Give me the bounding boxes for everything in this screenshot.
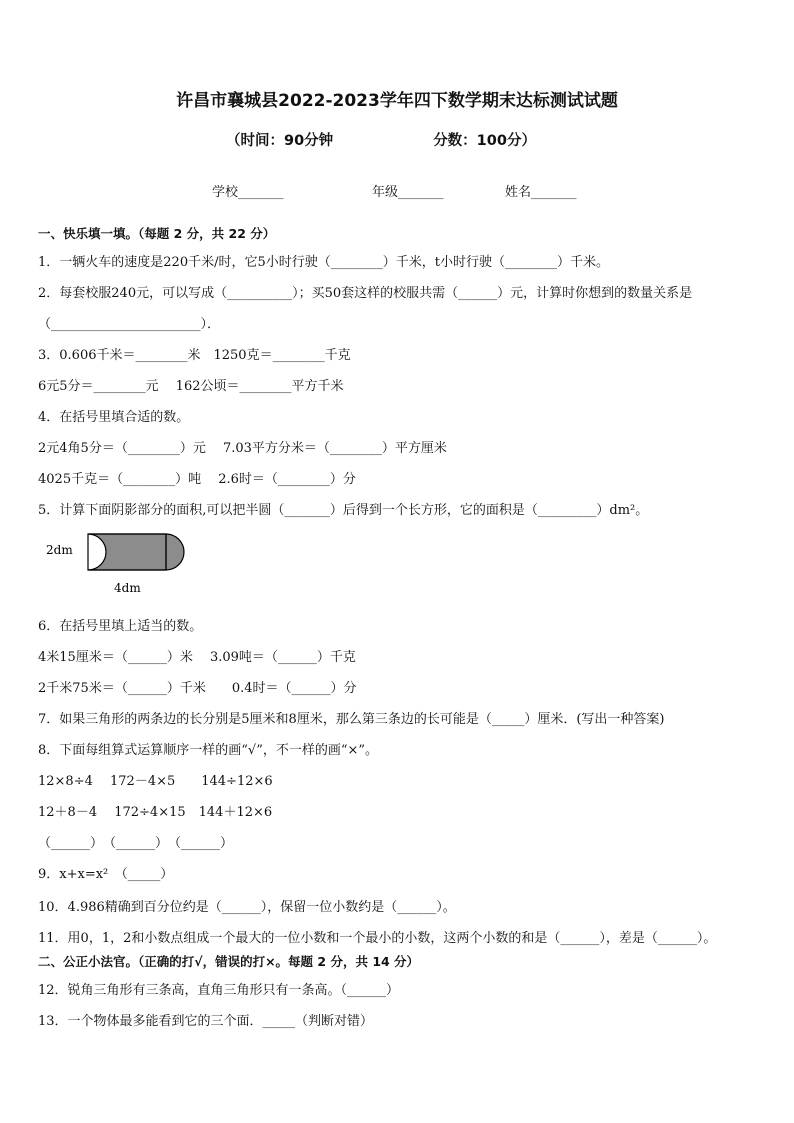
question-6-row-1: 4米15厘米＝（______）米 3.09吨＝（______）千克: [38, 650, 356, 665]
question-8-row-1: 12×8÷4 172－4×5 144÷12×6: [38, 774, 273, 789]
name-field: 姓名_______: [505, 185, 577, 200]
time-limit: （时间：90分钟: [226, 133, 334, 149]
question-4-row-2: 4025千克＝（________）吨 2.6时＝（________）分: [38, 472, 356, 487]
question-1: 1．一辆火车的速度是220千米/时，它5小时行驶（________）千米，t小时行驶（________）千米。: [38, 255, 609, 270]
shaded-area-figure: [46, 528, 206, 600]
question-10: 10．4.986精确到百分位约是（______），保留一位小数约是（______）。: [38, 900, 456, 915]
section-2-heading: 二、公正小法官。（正确的打√，错误的打×。每题 2 分，共 14 分）: [38, 954, 420, 969]
question-5: 5．计算下面阴影部分的面积,可以把半圆（_______）后得到一个长方形，它的面积是（_________）dm²。: [38, 503, 649, 518]
question-8-row-2: 12＋8－4 172÷4×15 144＋12×6: [38, 805, 273, 820]
section-1-heading: 一、快乐填一填。（每题 2 分，共 22 分）: [38, 226, 276, 241]
question-9: 9．x+x=x² （_____）: [38, 867, 174, 882]
exam-subtitle: [226, 129, 536, 150]
question-7: 7．如果三角形的两条边的长分别是5厘米和8厘米，那么第三条边的长可能是（_____）厘米．(写出一种答案): [38, 712, 665, 727]
question-8-answers: （______） （______） （______）: [38, 836, 234, 851]
question-3-row-2: 6元5分＝________元 162公顷＝________平方千米: [38, 379, 344, 394]
question-2-continued: （_______________________）．: [38, 317, 221, 332]
shaded-region: [88, 534, 184, 570]
grade-field: 年级_______: [372, 185, 444, 200]
question-4: 4．在括号里填合适的数。: [38, 410, 190, 425]
height-label: 2dm: [46, 543, 73, 557]
total-score: 分数：100分）: [433, 133, 536, 149]
question-6-row-2: 2千米75米＝（______）千米 0.4时＝（______）分: [38, 681, 357, 696]
question-11: 11．用0，1，2和小数点组成一个最大的一位小数和一个最小的小数，这两个小数的和是（______），差是（______）。: [38, 931, 717, 946]
page-title: 许昌市襄城县2022-2023学年四下数学期末达标测试试题: [176, 91, 618, 111]
question-8: 8．下面每组算式运算顺序一样的画“√”，不一样的画“×”。: [38, 743, 379, 758]
width-label: 4dm: [114, 581, 141, 595]
school-field: 学校_______: [212, 185, 284, 200]
question-2: 2．每套校服240元，可以写成（__________）；买50套这样的校服共需（______）元，计算时你想到的数量关系是: [38, 286, 693, 301]
question-13: 13．一个物体最多能看到它的三个面．_____（判断对错）: [38, 1014, 374, 1029]
question-12: 12．锐角三角形有三条高，直角三角形只有一条高。（______）: [38, 983, 400, 998]
question-6: 6．在括号里填上适当的数。: [38, 619, 203, 634]
question-3-row-1: 3．0.606千米＝________米 1250克＝________千克: [38, 348, 351, 363]
question-4-row-1: 2元4角5分＝（________）元 7.03平方分米＝（________）平方厘米: [38, 441, 447, 456]
